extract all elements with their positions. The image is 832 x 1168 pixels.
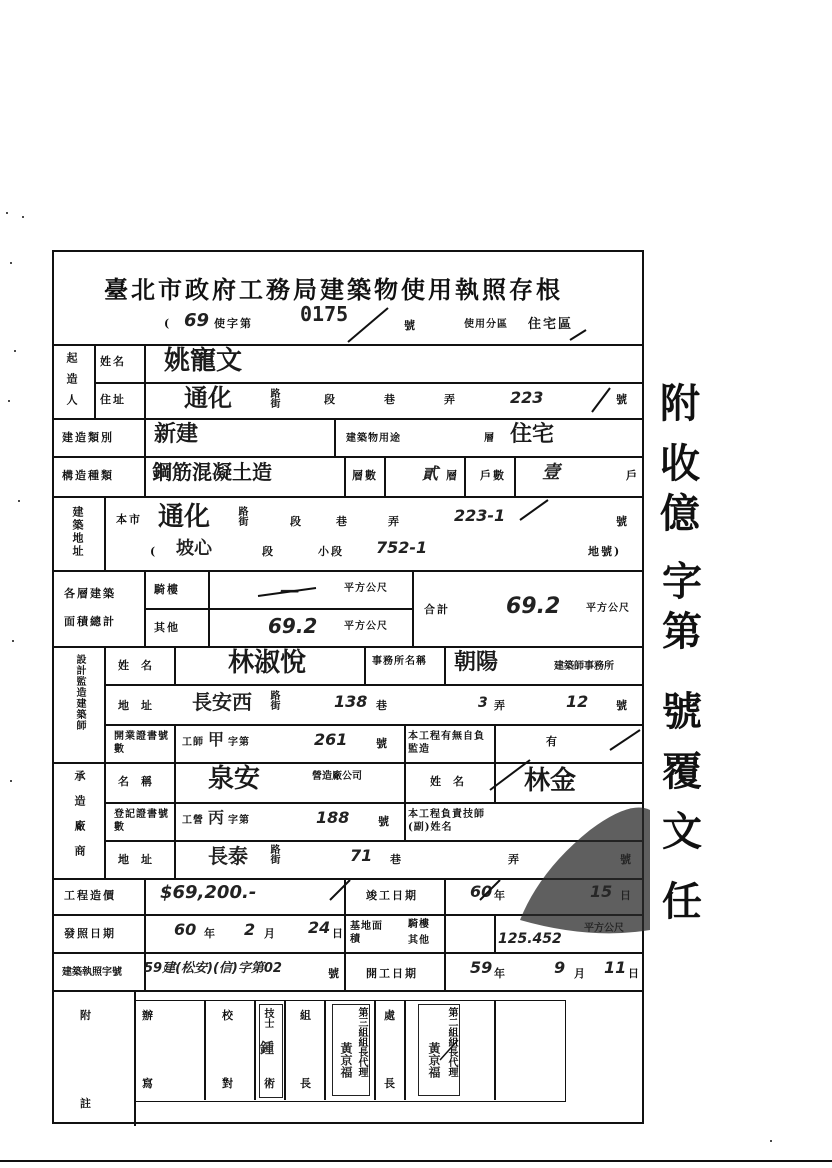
license-year: 69	[184, 310, 210, 331]
notes-label-bottom: 註	[80, 1097, 93, 1110]
contractor-reg-word: 字第	[228, 815, 250, 826]
site-rd-mark: 路街	[236, 506, 247, 526]
contractor-name-label: 名稱	[118, 775, 164, 788]
designer-addr-label: 地址	[118, 699, 164, 712]
base-other: 其他	[408, 935, 430, 946]
notes-col5-sign: 黃京福	[427, 1042, 441, 1078]
arcade-unit: 平方公尺	[344, 583, 388, 594]
floors-unit: 層	[446, 469, 459, 482]
margin-char: 覆	[662, 748, 702, 795]
applicant-addr-sec: 段	[324, 393, 337, 406]
area-group-label-2: 面積總計	[64, 615, 116, 628]
applicant-addr-no: 223	[510, 388, 544, 407]
designer-reg-label: 開業證書號數	[114, 731, 169, 755]
designer-addr-rd-mark: 路街	[268, 690, 279, 710]
notes-col4-b: 長	[300, 1077, 313, 1090]
license-word: 使字第	[214, 317, 253, 330]
base-arcade: 騎樓	[408, 919, 430, 930]
designer-addr-no: 12	[566, 692, 589, 711]
notes-col2: 校	[222, 1009, 235, 1022]
designer-group-label: 設計監造建築師	[74, 654, 85, 731]
designer-office-label: 事務所名稱	[372, 656, 427, 667]
area-group-label-1: 各層建築	[64, 587, 116, 600]
arcade-label: 騎樓	[154, 583, 180, 596]
site-city: 本市	[116, 513, 142, 526]
contractor-person-value: 林金	[524, 766, 577, 796]
license-number: 0175	[300, 302, 349, 326]
notes-col1-b: 寫	[142, 1077, 155, 1090]
site-land-hao: 地號)	[588, 545, 622, 558]
site-land-subsec: 小段	[318, 545, 344, 558]
issue-year-unit: 年	[204, 927, 217, 940]
designer-addr-alley: 弄	[494, 699, 507, 712]
designer-reg-word: 字第	[228, 737, 250, 748]
applicant-name-label: 姓名	[100, 355, 126, 368]
designer-addr-lane: 巷	[376, 699, 389, 712]
applicant-addr-hao: 號	[616, 393, 629, 406]
margin-char: 第	[662, 608, 702, 655]
license-hao: 號	[404, 319, 417, 332]
contractor-type-label: 營造廠公司	[312, 771, 362, 782]
designer-addr-alley-no: 3	[478, 695, 488, 711]
issue-day-unit: 日	[332, 927, 345, 940]
other-value: 69.2	[268, 614, 318, 638]
start-label: 開工日期	[366, 967, 418, 980]
zone-label: 使用分區	[464, 319, 508, 330]
margin-char: 附	[660, 380, 700, 427]
scan-shadow	[500, 790, 660, 940]
contractor-addr-lane-no: 71	[350, 846, 373, 865]
applicant-addr-road: 通化	[184, 384, 232, 412]
contractor-reg-class: 丙	[208, 808, 225, 827]
start-month: 9	[554, 958, 566, 977]
notes-col1: 辦	[142, 1009, 155, 1022]
done-year: 60	[470, 882, 493, 901]
contractor-addr-label: 地址	[118, 853, 164, 866]
site-land-area: 坡心	[176, 538, 212, 559]
site-no: 223-1	[454, 506, 506, 525]
notes-col3-b: 術	[264, 1077, 277, 1090]
margin-char: 字	[662, 558, 702, 605]
total-value: 69.2	[506, 594, 561, 619]
designer-reg-no: 261	[314, 730, 348, 749]
site-land-open: (	[150, 545, 158, 558]
designer-office-value: 朝陽	[454, 650, 499, 675]
notes-col5-b: 長	[384, 1077, 397, 1090]
designer-self-label: 本工程有無自負監造	[408, 731, 485, 755]
other-unit: 平方公尺	[344, 621, 388, 632]
applicant-addr-label: 住址	[100, 393, 126, 406]
designer-self-value: 有	[546, 735, 559, 748]
arcade-value: —	[280, 578, 300, 602]
group-leader-stamp-text: 第三組組長代理	[356, 1007, 367, 1077]
start-day-unit: 日	[628, 967, 641, 980]
floors-value: 貳	[422, 464, 439, 483]
contractor-addr-road: 長泰	[208, 844, 248, 868]
notes-label-top: 附	[80, 1009, 93, 1022]
site-land-sec: 段	[262, 545, 275, 558]
structure-value: 鋼筋混凝土造	[152, 460, 272, 484]
done-year-unit: 年	[494, 889, 507, 902]
cost-label: 工程造價	[64, 889, 116, 902]
households-value: 壹	[542, 462, 560, 483]
building-use-label: 建築物用途	[346, 433, 401, 444]
issue-year: 60	[174, 920, 197, 939]
margin-char: 號	[662, 688, 702, 735]
contractor-reg-no: 188	[316, 808, 350, 827]
designer-office-suffix: 建築師事務所	[554, 661, 614, 672]
designer-addr-hao: 號	[616, 699, 629, 712]
site-hao: 號	[616, 515, 629, 528]
margin-char: 任	[662, 878, 702, 925]
notes-col3: 技士	[262, 1008, 273, 1028]
designer-addr-road: 長安西	[192, 690, 252, 714]
designer-reg-grade: 工師	[182, 737, 204, 748]
form-title: 臺北市政府工務局建築物使用執照存根	[104, 275, 563, 304]
designer-reg-class: 甲	[208, 730, 225, 749]
issue-month: 2	[244, 920, 256, 939]
margin-char: 收	[660, 440, 700, 487]
floors-label: 層數	[352, 469, 378, 482]
designer-name-label: 姓名	[118, 659, 164, 672]
notes-col3-sign: 鍾	[260, 1041, 274, 1057]
other-label: 其他	[154, 621, 180, 634]
households-label: 戶數	[480, 469, 506, 482]
designer-addr-lane-no: 138	[334, 692, 368, 711]
zone-value: 住宅區	[528, 317, 574, 332]
contractor-reg-grade: 工營	[182, 815, 204, 826]
notes-col4: 組	[300, 1009, 313, 1022]
permit-label: 建築執照字號	[62, 967, 122, 978]
license-paren: (	[164, 317, 172, 330]
contractor-tech-label: 本工程負責技師(副)姓名	[408, 809, 485, 833]
designer-name-value: 林淑悅	[228, 648, 307, 678]
site-group-label: 建築地址	[71, 506, 84, 558]
start-year-unit: 年	[494, 967, 507, 980]
contractor-name-value: 泉安	[208, 764, 261, 794]
total-unit: 平方公尺	[586, 603, 630, 614]
permit-value: 59建(松安)(信)字第02	[144, 961, 282, 976]
issue-day: 24	[308, 918, 331, 937]
applicant-name-value: 姚寵文	[164, 346, 243, 376]
notes-col2-b: 對	[222, 1077, 235, 1090]
issue-label: 發照日期	[64, 927, 116, 940]
building-use-floor: 層	[484, 433, 495, 444]
contractor-group-label: 承造廠商	[73, 770, 86, 870]
contractor-reg-hao: 號	[378, 815, 391, 828]
notes-col4-sign: 黃京福	[339, 1042, 353, 1078]
start-year: 59	[470, 958, 493, 977]
base-value: 125.452	[498, 931, 562, 947]
notes-col5: 處	[384, 1009, 397, 1022]
site-land-no: 752-1	[376, 538, 428, 557]
contractor-reg-label: 登記證書號數	[114, 809, 169, 833]
site-road: 通化	[158, 502, 211, 532]
households-unit: 戶	[626, 469, 639, 482]
contractor-addr-alley: 弄	[508, 853, 521, 866]
applicant-addr-rd-mark: 路街	[268, 388, 279, 408]
start-day: 11	[604, 958, 627, 977]
margin-char: 億	[660, 490, 700, 537]
margin-char: 文	[662, 808, 702, 855]
permit-hao: 號	[328, 967, 341, 980]
contractor-addr-rd-mark: 路街	[268, 844, 279, 864]
site-lane: 巷	[336, 515, 349, 528]
site-alley: 弄	[388, 515, 401, 528]
building-type-value: 新建	[154, 422, 199, 447]
site-sec: 段	[290, 515, 303, 528]
done-label: 竣工日期	[366, 889, 418, 902]
cost-value: $69,200.-	[160, 882, 257, 903]
applicant-addr-alley: 弄	[444, 393, 457, 406]
start-month-unit: 月	[574, 967, 587, 980]
applicant-group-label: 起造人	[65, 352, 78, 415]
applicant-addr-lane: 巷	[384, 393, 397, 406]
contractor-person-label: 姓名	[430, 775, 476, 788]
building-use-value: 住宅	[510, 422, 555, 447]
contractor-addr-lane: 巷	[390, 853, 403, 866]
total-label: 合計	[424, 603, 450, 616]
building-type-label: 建造類別	[62, 431, 114, 444]
issue-month-unit: 月	[264, 927, 277, 940]
designer-reg-hao: 號	[376, 737, 389, 750]
structure-label: 構造種類	[62, 469, 114, 482]
director-stamp-text: 第二組組長代理	[446, 1007, 457, 1077]
base-label: 基地面積	[350, 921, 383, 945]
